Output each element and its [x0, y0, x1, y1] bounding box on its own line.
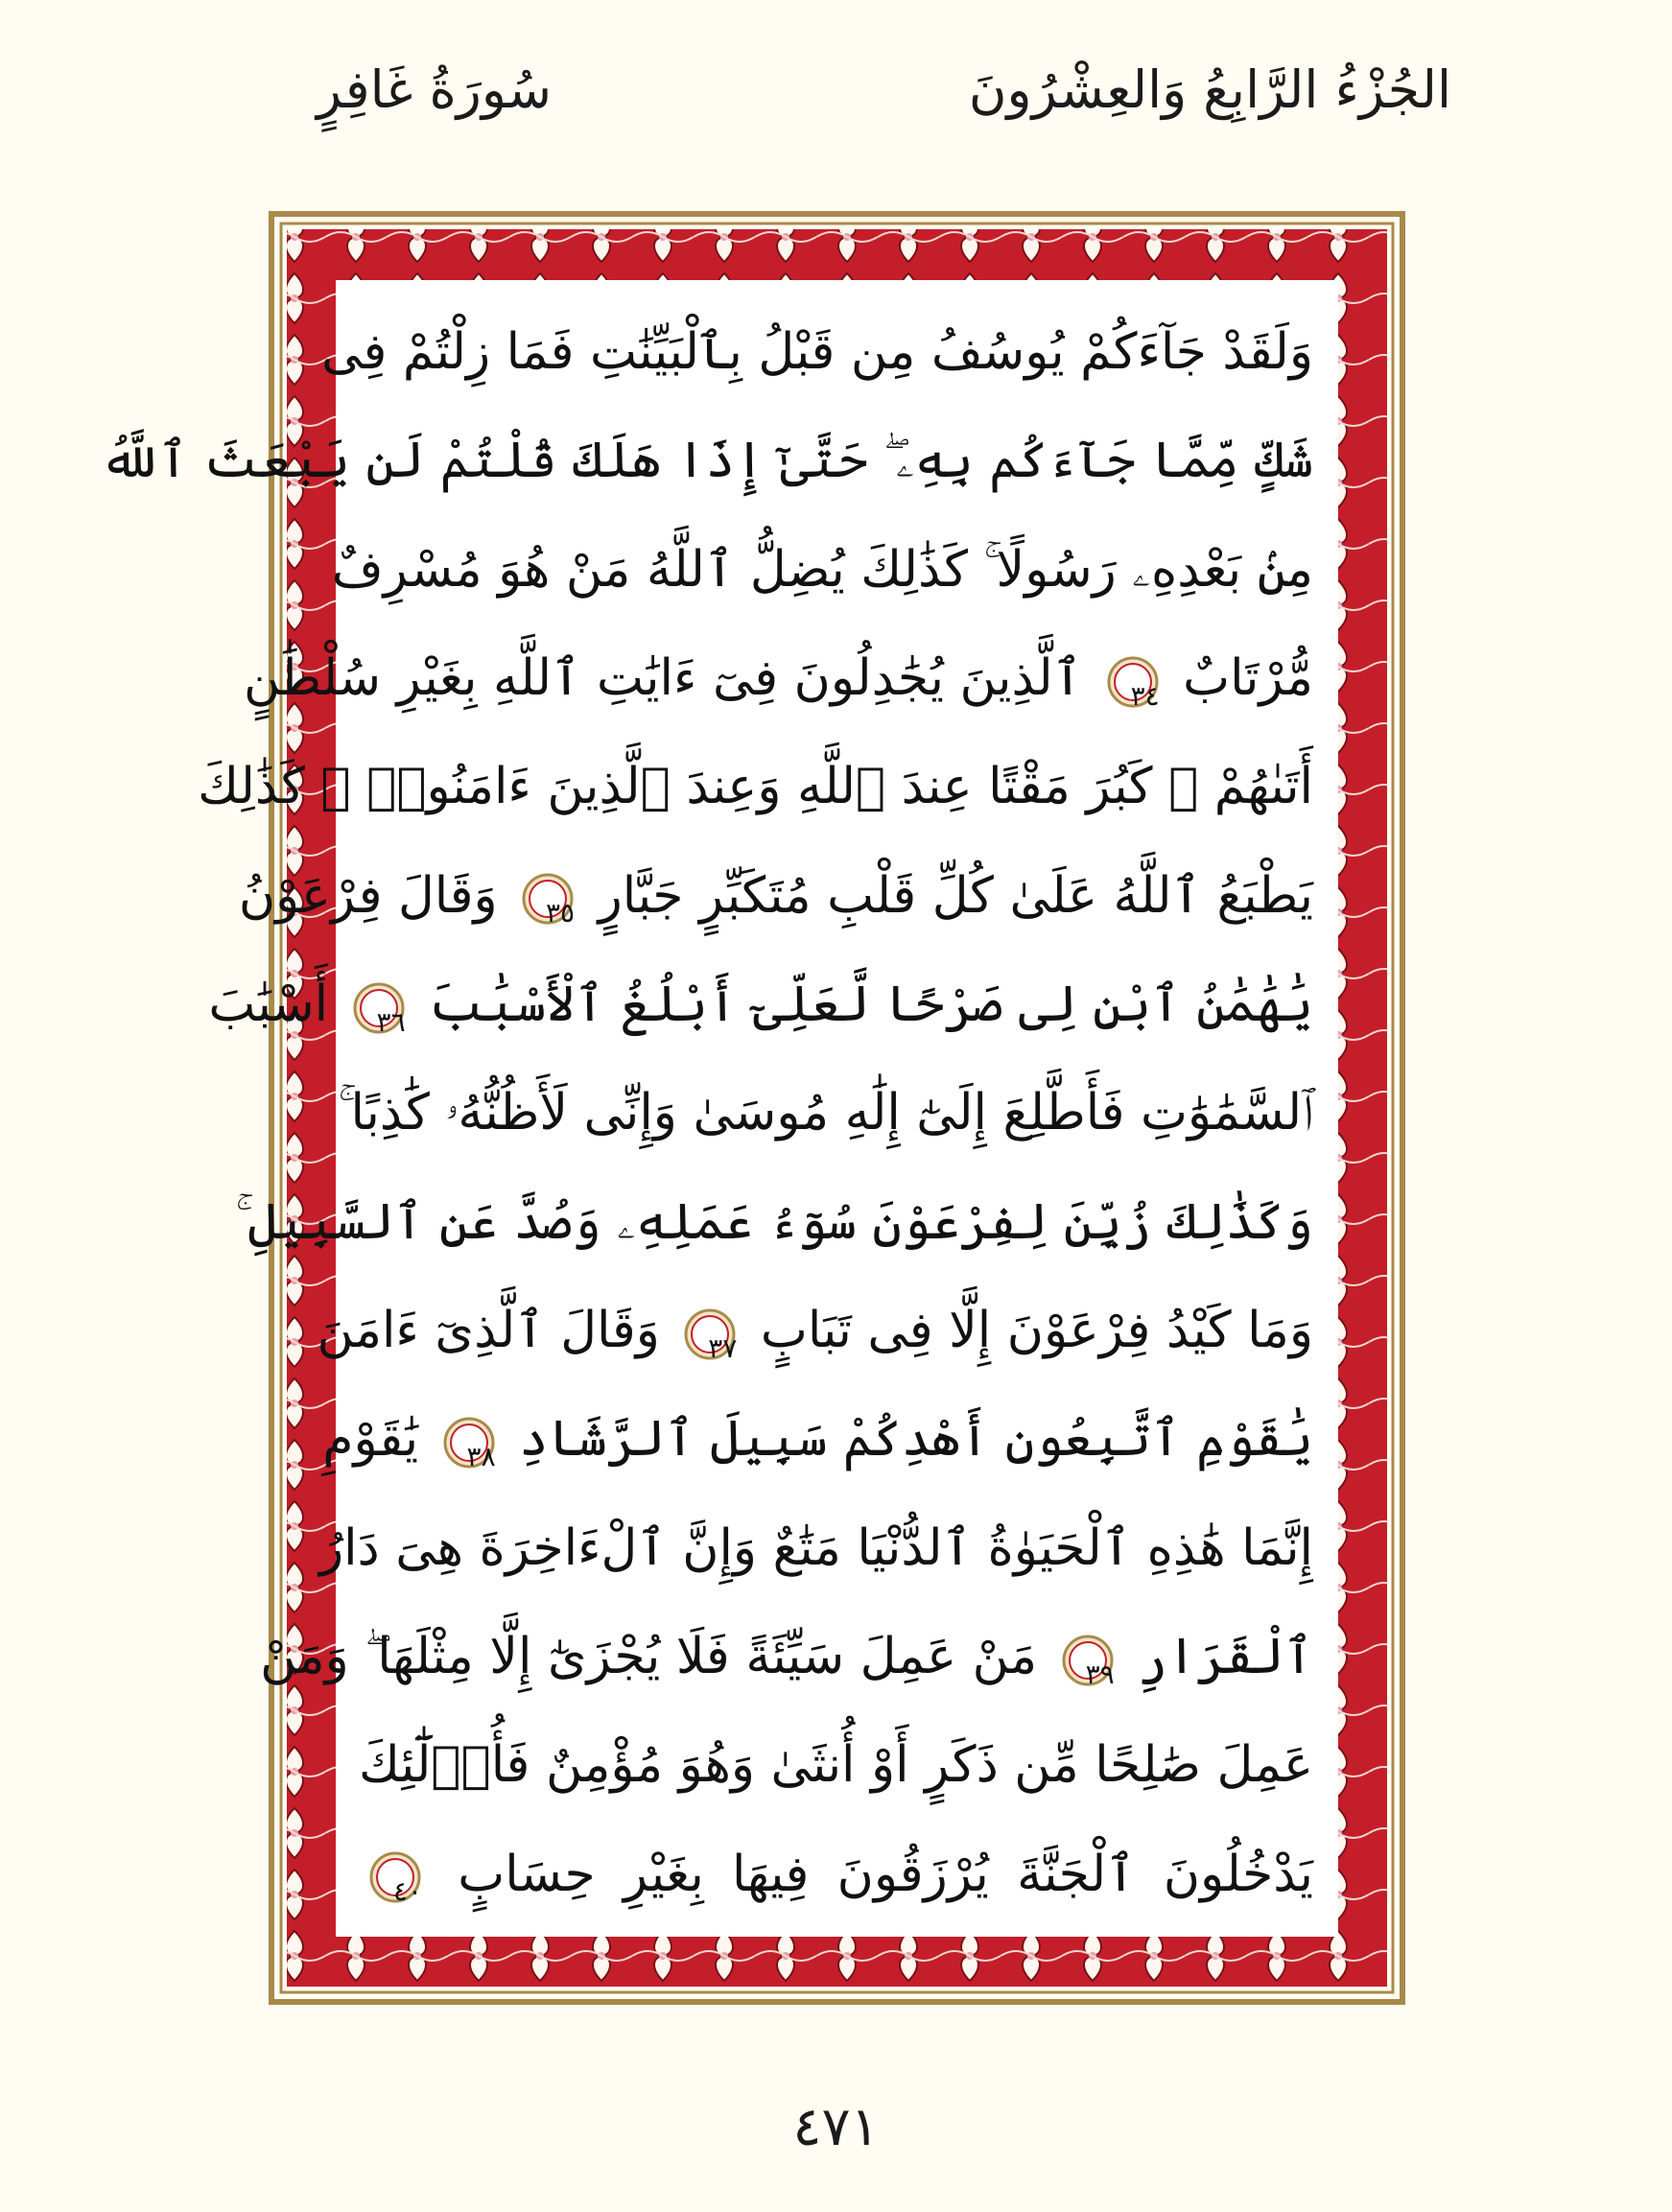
page-number: ٤٧١ [792, 2096, 880, 2158]
verse-text: وَقَالَ ٱلَّذِىٓ ءَامَنَ [317, 1302, 660, 1360]
verse-text: يَٰقَوْمِ [322, 1410, 419, 1469]
verse-line [322, 1405, 1313, 1472]
ayah-number-marker [521, 872, 576, 930]
verse-line [238, 862, 1313, 930]
verse-text: وَقَالَ فِرْعَوْنُ [238, 866, 498, 925]
ayah-number: ٤٠ [392, 1875, 422, 1908]
verse-text: يَٰقَوْمِ ٱتَّبِعُونِ أَهْدِكُمْ سَبِيلَ ٱلرَّشَادِ [519, 1410, 1313, 1469]
verse-text: أَسْبَٰبَ [208, 976, 329, 1034]
verse-text: ٱلسَّمَٰوَٰتِ فَأَطَّلِعَ إِلَىٰٓ إِلَٰهِ مُوسَىٰ وَإِنِّى لَأَظُنُّهُۥ كَٰذِبًا ۚ [338, 1084, 1313, 1142]
verse-panel [100, 280, 1338, 1937]
verse-text: ٱلَّذِينَ يُجَٰدِلُونَ فِىٓ ءَايَٰتِ ٱللَّهِ بِغَيْرِ سُلْطَٰنٍ [244, 649, 1083, 708]
juz-title: الجُزْءُ الرَّابِعُ وَالعِشْرُونَ [968, 59, 1451, 120]
verse-text: مِنۢ بَعْدِهِۦ رَسُولًا ۚ كَذَٰلِكَ يُضِلُّ ٱللَّهُ مَنْ هُوَ مُسْرِفٌ [331, 540, 1313, 599]
ayah-number-marker [352, 981, 406, 1038]
verse-text: عَمِلَ صَٰلِحًا مِّن ذَكَرٍ أَوْ أُنثَىٰ وَهُوَ مُؤْمِنٌ فَأُو۟لَٰٓئِكَ [358, 1736, 1313, 1795]
verse-line [100, 427, 1313, 494]
verse-text: وَكَذَٰلِكَ زُيِّنَ لِفِرْعَوْنَ سُوٓءُ عَمَلِهِۦ وَصُدَّ عَنِ ٱلسَّبِيلِ ۚ [235, 1192, 1313, 1251]
ayah-number: ٣٩ [1085, 1658, 1115, 1690]
surah-title: سُورَةُ غَافِرٍ [317, 59, 552, 120]
verse-line [358, 1731, 1313, 1799]
ayah-number-marker [683, 1307, 738, 1364]
ayah-number-marker [1061, 1634, 1115, 1690]
verse-line [208, 971, 1313, 1038]
verse-line [321, 318, 1313, 386]
ayah-number-marker [1106, 655, 1160, 712]
verse-line [244, 645, 1313, 712]
verse-line [198, 753, 1313, 820]
ayah-number: ٣٤ [1130, 679, 1160, 712]
verse-line [235, 1188, 1313, 1256]
verse-line [361, 1841, 1313, 1908]
verse-text: مُّرْتَابٌ [1183, 649, 1313, 708]
verse-line [319, 1515, 1313, 1582]
verse-line [331, 536, 1313, 603]
ayah-number: ٣٥ [546, 897, 576, 930]
verse-line [338, 1079, 1313, 1146]
verse-lines [100, 318, 1314, 1908]
ayah-number-marker [442, 1416, 496, 1470]
ayah-number-marker [368, 1850, 422, 1908]
verse-text: شَكٍّ مِّمَّا جَآءَكُم بِهِۦ ۖ حَتَّىٰٓ إِذَا هَلَكَ قُلْتُمْ لَن يَبْعَثَ ٱللَّهُ [100, 432, 1313, 490]
ayah-number: ٣٧ [708, 1331, 738, 1364]
verse-text: يَٰهَٰمَٰنُ ٱبْنِ لِى صَرْحًا لَّعَلِّىٓ أَبْلُغُ ٱلْأَسْبَٰبَ [429, 976, 1313, 1034]
ayah-number: ٣٦ [376, 1005, 406, 1038]
verse-text: مَنْ عَمِلَ سَيِّئَةً فَلَا يُجْزَىٰٓ إِلَّا مِثْلَهَا ۖ وَمَنْ [260, 1628, 1038, 1686]
verse-text: وَمَا كَيْدُ فِرْعَوْنَ إِلَّا فِى تَبَابٍ [760, 1302, 1313, 1360]
verse-text: ٱلْقَرَارِ [1138, 1628, 1313, 1686]
verse-line [260, 1623, 1313, 1690]
verse-text: إِنَّمَا هَٰذِهِ ٱلْحَيَوٰةُ ٱلدُّنْيَا مَتَٰعٌ وَإِنَّ ٱلْءَاخِرَةَ هِىَ دَارُ [319, 1518, 1313, 1577]
verse-line [317, 1297, 1313, 1364]
verse-text: يَدْخُلُونَ ٱلْجَنَّةَ يُرْزَقُونَ فِيهَا بِغَيْرِ حِسَابٍ [458, 1845, 1314, 1903]
verse-text: أَتَىٰهُمْ ۖ كَبُرَ مَقْتًا عِندَ ٱللَّهِ وَعِندَ ٱلَّذِينَ ءَامَنُوا۟ ۚ كَذَٰلِكَ [198, 758, 1313, 816]
verse-text: وَلَقَدْ جَآءَكُمْ يُوسُفُ مِن قَبْلُ بِٱلْبَيِّنَٰتِ فَمَا زِلْتُمْ فِى [321, 323, 1313, 381]
ayah-number: ٣٨ [466, 1440, 496, 1472]
verse-text: يَطْبَعُ ٱللَّهُ عَلَىٰ كُلِّ قَلْبِ مُتَكَبِّرٍ جَبَّارٍ [598, 866, 1313, 925]
